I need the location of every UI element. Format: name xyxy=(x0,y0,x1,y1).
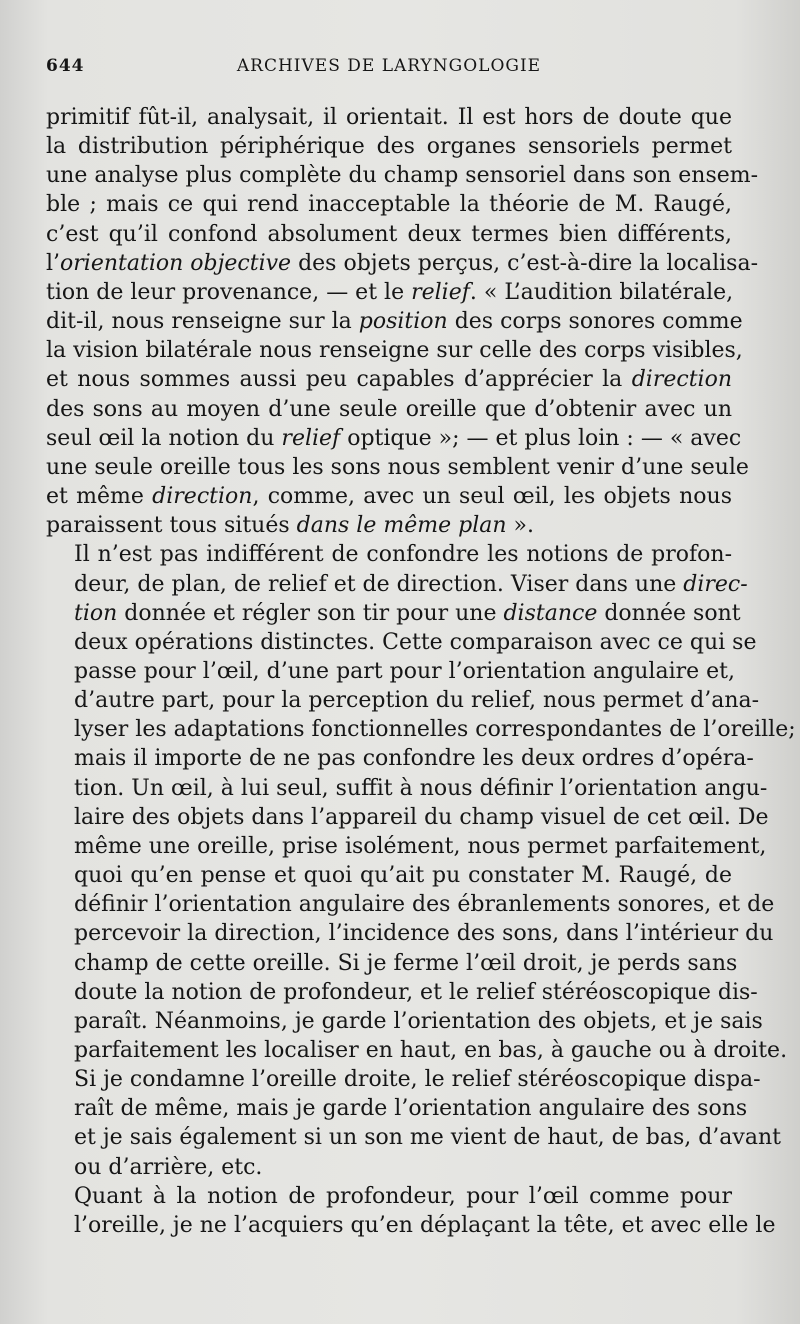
text-line xyxy=(46,1007,763,1036)
body-text xyxy=(46,103,796,1240)
page-header xyxy=(46,56,732,86)
paragraph xyxy=(46,540,796,1181)
italic-text: direction xyxy=(631,367,732,393)
text-run: deur, de plan, de relief et de direction. Viser dans une xyxy=(74,571,684,597)
text-run: tion de leur provenance, — et le xyxy=(46,279,412,305)
text-run: définir l’orientation angulaire des ébranlements sonores, et de xyxy=(74,892,775,918)
text-run: une analyse plus complète du champ sensoriel dans son ensem- xyxy=(46,163,759,189)
text-line xyxy=(46,103,732,132)
text-run: paraît. Néanmoins, je garde l’orientation des objets, et je sais xyxy=(74,1008,763,1034)
text-run: . « L’audition bilatérale, xyxy=(469,279,734,305)
text-line xyxy=(46,1036,788,1065)
running-title: ARCHIVES DE LARYNGOLOGIE xyxy=(236,56,542,76)
italic-text: position xyxy=(358,309,448,335)
text-line xyxy=(46,540,732,569)
text-run: percevoir la direction, l’incidence des sons, dans l’intérieur du xyxy=(74,921,774,947)
text-line xyxy=(46,1094,748,1123)
text-run: des sons au moyen d’une seule oreille que d’obtenir avec un xyxy=(46,396,732,422)
italic-text: dans le même plan xyxy=(296,513,507,539)
text-line xyxy=(46,628,757,657)
text-run: quoi qu’en pense et quoi qu’ait pu constater M. Raugé, de xyxy=(74,863,732,889)
text-line xyxy=(46,657,735,686)
text-line xyxy=(46,570,748,599)
text-run: et je sais également si un son me vient de haut, de bas, d’avant xyxy=(74,1125,781,1151)
text-run: deux opérations distinctes. Cette comparaison avec ce qui se xyxy=(74,629,757,655)
text-line xyxy=(46,132,732,161)
text-line xyxy=(46,744,754,773)
italic-text: relief xyxy=(411,279,470,305)
text-line xyxy=(46,307,743,336)
text-line xyxy=(46,220,732,249)
text-line xyxy=(46,1065,761,1094)
text-run: donnée sont xyxy=(597,600,741,626)
text-line xyxy=(46,424,742,453)
text-line xyxy=(46,715,796,744)
text-run: l’ xyxy=(46,250,61,276)
text-line xyxy=(46,336,743,365)
text-line xyxy=(46,686,760,715)
text-line xyxy=(46,395,732,424)
text-run: , comme, avec un seul œil, les objets nous xyxy=(252,484,732,510)
text-run: raît de même, mais je garde l’orientation angulaire des sons xyxy=(74,1096,748,1122)
text-run: seul œil la notion du xyxy=(46,425,282,451)
italic-text: direc- xyxy=(683,571,748,597)
text-run: des objets perçus, c’est-à-dire la localisa- xyxy=(291,250,759,276)
text-line xyxy=(46,599,741,628)
text-run: lyser les adaptations fonctionnelles correspondantes de l’oreille; xyxy=(74,717,796,743)
text-run: l’oreille, je ne l’acquiers qu’en déplaçant la tête, et avec elle le xyxy=(74,1212,776,1238)
text-line xyxy=(46,482,732,511)
text-run: passe pour l’œil, d’une part pour l’orientation angulaire et, xyxy=(74,658,735,684)
text-run: tion. Un œil, à lui seul, suffit à nous définir l’orientation angu- xyxy=(74,775,768,801)
text-run: ». xyxy=(506,513,534,539)
text-run: parfaitement les localiser en haut, en bas, à gauche ou à droite. xyxy=(74,1038,788,1063)
text-run: ble ; mais ce qui rend inacceptable la théorie de M. Raugé, xyxy=(46,192,732,218)
text-run: donnée et régler son tir pour une xyxy=(117,600,504,626)
italic-text: distance xyxy=(503,600,598,626)
text-line xyxy=(46,161,759,190)
text-run: même une oreille, prise isolément, nous permet parfaitement, xyxy=(74,833,767,859)
text-line xyxy=(46,803,769,832)
text-line xyxy=(46,919,774,948)
text-line xyxy=(46,1123,781,1152)
text-run: doute la notion de profondeur, et le relief stéréoscopique dis- xyxy=(74,979,758,1005)
paragraph xyxy=(46,1182,776,1240)
text-line xyxy=(46,774,768,803)
text-run: Il n’est pas indifférent de confondre les notions de profon- xyxy=(74,542,732,568)
paragraph xyxy=(46,103,759,540)
text-run: dit-il, nous renseigne sur la xyxy=(46,309,359,335)
italic-text: direction xyxy=(152,484,253,510)
text-run: Si je condamne l’oreille droite, le relief stéréoscopique dispa- xyxy=(74,1067,761,1093)
text-line xyxy=(46,278,732,307)
text-run: une seule oreille tous les sons nous semblent venir d’une seule xyxy=(46,454,749,480)
text-run: primitif fût-il, analysait, il orientait. Il est hors de doute que xyxy=(46,105,732,130)
text-run: laire des objets dans l’appareil du champ visuel de cet œil. De xyxy=(74,804,769,830)
italic-text: orientation objective xyxy=(60,250,292,276)
text-run: Quant à la notion de profondeur, pour l’œil comme pour xyxy=(74,1183,732,1209)
text-run: champ de cette oreille. Si je ferme l’œil droit, je perds sans xyxy=(74,950,738,976)
text-line xyxy=(46,249,759,278)
text-line xyxy=(46,1153,732,1182)
text-line xyxy=(46,949,738,978)
text-line xyxy=(46,832,767,861)
text-run: et même xyxy=(46,484,153,510)
page-number: 644 xyxy=(46,56,85,76)
text-line xyxy=(46,511,732,540)
italic-text: tion xyxy=(74,600,118,626)
text-line xyxy=(46,890,775,919)
italic-text: relief xyxy=(281,425,341,451)
text-run: c’est qu’il confond absolument deux termes bien différents, xyxy=(46,221,732,247)
text-line xyxy=(46,1182,732,1211)
text-line xyxy=(46,861,732,890)
text-line xyxy=(46,365,732,394)
text-run: d’autre part, pour la perception du relief, nous permet d’ana- xyxy=(74,688,760,714)
text-run: la distribution périphérique des organes sensoriels permet xyxy=(46,134,732,160)
text-line xyxy=(46,1211,776,1240)
text-run: la vision bilatérale nous renseigne sur celle des corps visibles, xyxy=(46,338,743,364)
text-run: ou d’arrière, etc. xyxy=(74,1154,263,1180)
text-run: mais il importe de ne pas confondre les deux ordres d’opéra- xyxy=(74,746,754,772)
text-run: et nous sommes aussi peu capables d’apprécier la xyxy=(46,367,632,393)
text-run: des corps sonores comme xyxy=(447,309,743,335)
text-run: paraissent tous situés xyxy=(46,513,297,539)
text-line xyxy=(46,453,749,482)
text-line xyxy=(46,190,732,219)
text-run: optique »; — et plus loin : — « avec xyxy=(340,425,742,451)
text-line xyxy=(46,978,758,1007)
